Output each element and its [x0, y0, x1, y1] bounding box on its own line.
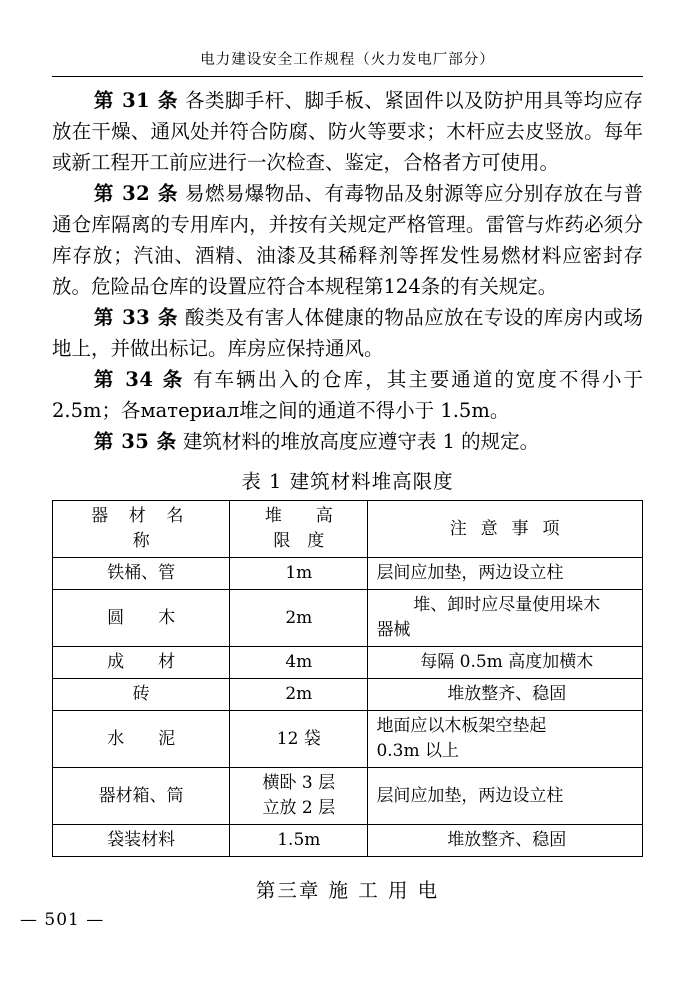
header-limit-line2: 限 度	[273, 531, 325, 551]
header-limit-line1: 堆 高	[264, 506, 333, 526]
cell-limit: 1.5m	[230, 825, 368, 857]
clause-number-33: 第 33 条	[93, 306, 179, 329]
table-row	[53, 825, 643, 857]
cell-note-line1: 地面应以木板架空垫起	[376, 716, 547, 736]
cell-note-line2: 器械	[376, 620, 411, 640]
cell-name: 成 材	[53, 647, 230, 679]
header-name-line2: 称	[132, 531, 150, 551]
header-cell-name	[53, 501, 230, 558]
table-header-row	[53, 501, 643, 558]
clause-text-32: 易燃易爆物品、有毒物品及射源等应分别存放在与普通仓库隔离的专用库内，并按有关规定严格管理。雷管与炸药必须分库存放；汽油、酒精、油漆及其稀释剂等挥发性易燃材料应密封存放。危险品仓库的设置应符合本规程第124条的有关规定。	[52, 182, 644, 298]
cell-name: 铁桶、管	[53, 558, 230, 590]
cell-limit: 12 袋	[230, 711, 368, 768]
header-cell-note	[368, 501, 643, 558]
cell-name: 器材箱、筒	[53, 768, 230, 825]
cell-note: 堆放整齐、稳固	[368, 679, 643, 711]
cell-name: 圆 木	[53, 590, 230, 647]
cell-limit-line1: 横卧 3 层	[262, 773, 336, 793]
cell-limit-line2: 立放 2 层	[262, 798, 336, 818]
clause-number-31: 第 31 条	[93, 89, 179, 112]
table-row	[53, 647, 643, 679]
header-cell-limit	[230, 501, 368, 558]
header-name-line1: 器 材 名	[91, 506, 192, 526]
cell-note: 层间应加垫，两边设立柱	[368, 558, 643, 590]
cell-limit: 1m	[230, 558, 368, 590]
cell-limit: 4m	[230, 647, 368, 679]
clause-text-33: 酸类及有害人体健康的物品应放在专设的库房内或场地上，并做出标记。库房应保持通风。	[52, 306, 644, 360]
table-row	[53, 711, 643, 768]
page-number: — 501 —	[20, 910, 105, 930]
cell-name: 袋装材料	[53, 825, 230, 857]
clause-text-35: 建筑材料的堆放高度应遵守表 1 的规定。	[182, 430, 540, 453]
cell-note	[368, 711, 643, 768]
paragraph-31	[52, 85, 643, 178]
paragraph-32	[52, 178, 643, 302]
cell-note: 堆放整齐、稳固	[368, 825, 643, 857]
cell-note: 层间应加垫，两边设立柱	[368, 768, 643, 825]
document-body	[52, 85, 643, 457]
clause-number-34: 第 34 条	[93, 368, 185, 391]
paragraph-35	[52, 426, 643, 457]
cell-name: 砖	[53, 679, 230, 711]
cell-note-line1: 堆、卸时应尽量使用垛木	[413, 595, 601, 615]
cell-limit: 2m	[230, 679, 368, 711]
table-row	[53, 558, 643, 590]
table-row	[53, 590, 643, 647]
paragraph-34	[52, 364, 643, 426]
header-divider	[52, 76, 643, 77]
clause-number-32: 第 32 条	[93, 182, 179, 205]
cell-note-line2: 0.3m 以上	[376, 741, 459, 761]
paragraph-33	[52, 302, 643, 364]
clause-text-34: 有车辆出入的仓库，其主要通道的宽度不得小于 2.5m；各материал堆之间的通道不得小于 1.5m。	[52, 368, 643, 422]
chapter-heading: 第三章 施 工 用 电	[255, 879, 440, 902]
clause-number-35: 第 35 条	[93, 430, 177, 453]
cell-note: 每隔 0.5m 高度加横木	[368, 647, 643, 679]
clause-text-31: 各类脚手杆、脚手板、紧固件以及防护用具等均应存放在干燥、通风处并符合防腐、防火等要求；木杆应去皮竖放。每年或新工程开工前应进行一次检查、鉴定，合格者方可使用。	[52, 89, 644, 174]
page-header: 电力建设安全工作规程（火力发电厂部分）	[200, 52, 495, 68]
cell-limit	[230, 768, 368, 825]
header-note-text: 注 意 事 项	[449, 518, 564, 539]
cell-limit: 2m	[230, 590, 368, 647]
material-stacking-table	[52, 500, 643, 857]
table-caption: 表 1 建筑材料堆高限度	[241, 470, 454, 493]
table-row	[53, 679, 643, 711]
cell-note	[368, 590, 643, 647]
table-row	[53, 768, 643, 825]
cell-name: 水 泥	[53, 711, 230, 768]
